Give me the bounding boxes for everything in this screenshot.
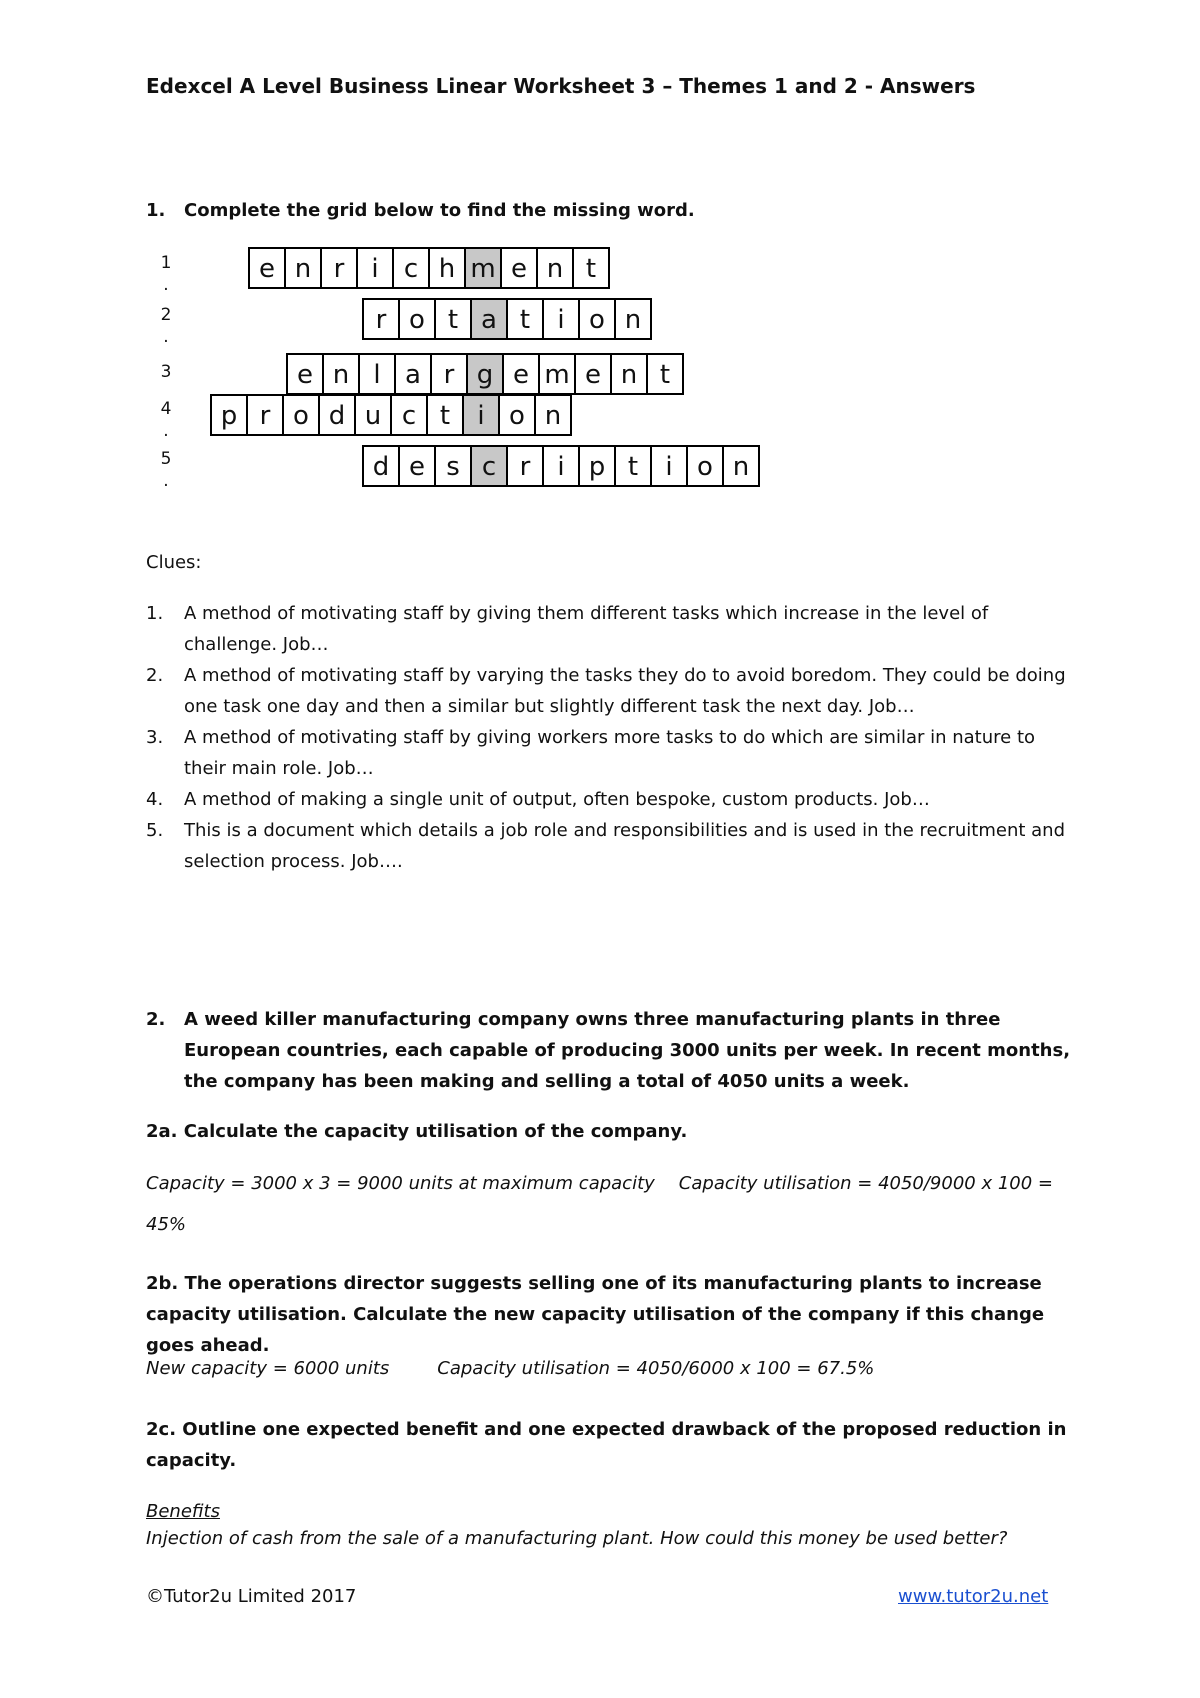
- grid-cell: e: [248, 247, 286, 289]
- grid-cell: o: [578, 298, 616, 340]
- benefits-text: Injection of cash from the sale of a manufacturing plant. How could this money be used better?: [146, 1528, 1008, 1549]
- grid-row-label-4: 4 .: [160, 399, 172, 441]
- grid-cell: n: [534, 394, 572, 436]
- question-2b: 2b. The operations director suggests selling one of its manufacturing plants to increase capacity utilisation. Calculate the new capacity utilisation of the company if this change goes ahead.: [146, 1273, 1045, 1356]
- footer-copyright: ©Tutor2u Limited 2017: [146, 1586, 357, 1607]
- grid-cell: r: [320, 247, 358, 289]
- grid-cell: m: [464, 247, 502, 289]
- grid-row-label-2: 2 .: [160, 305, 172, 347]
- clue-item: [146, 784, 1076, 815]
- grid-cell: r: [506, 445, 544, 487]
- question-number: 2.: [146, 1009, 166, 1030]
- grid-cell: p: [210, 394, 248, 436]
- grid-cell: a: [394, 353, 432, 395]
- clue-number: 5.: [146, 820, 164, 841]
- grid-cell: i: [542, 445, 580, 487]
- footer-link[interactable]: www.tutor2u.net: [898, 1586, 1049, 1607]
- clue-item: [146, 660, 1076, 722]
- question-2: [146, 1004, 1076, 1097]
- grid-cell: r: [246, 394, 284, 436]
- grid-cell: n: [284, 247, 322, 289]
- grid-cell: o: [498, 394, 536, 436]
- grid-cell: n: [722, 445, 760, 487]
- grid-cell: l: [358, 353, 396, 395]
- clue-number: 3.: [146, 727, 164, 748]
- answer-text: Capacity utilisation = 4050/9000 x 100 =: [678, 1173, 1053, 1194]
- answer-text: Capacity utilisation = 4050/6000 x 100 = 67.5%: [437, 1358, 875, 1379]
- grid-cell: t: [646, 353, 684, 395]
- grid-cell: o: [686, 445, 724, 487]
- grid-cell: e: [398, 445, 436, 487]
- grid-cell: t: [572, 247, 610, 289]
- grid-cell: t: [506, 298, 544, 340]
- grid-cell: u: [354, 394, 392, 436]
- grid-cell: e: [286, 353, 324, 395]
- clue-item: [146, 722, 1076, 784]
- clue-number: 1.: [146, 603, 164, 624]
- answer-text: Capacity = 3000 x 3 = 9000 units at maximum capacity: [146, 1173, 655, 1194]
- grid-row-label-5: 5 .: [160, 449, 172, 491]
- benefits-heading: Benefits: [146, 1501, 220, 1522]
- question-number: 1.: [146, 200, 166, 221]
- question-text: Complete the grid below to find the missing word.: [184, 200, 695, 221]
- clue-text: A method of motivating staff by giving workers more tasks to do which are similar in nature to their main role. Job…: [184, 727, 1036, 779]
- grid-row-label-1: 1 .: [160, 253, 172, 295]
- grid-cell: a: [470, 298, 508, 340]
- clue-number: 2.: [146, 665, 164, 686]
- grid-cell: p: [578, 445, 616, 487]
- grid-cell: d: [318, 394, 356, 436]
- grid-cell: m: [538, 353, 576, 395]
- grid-cell: h: [428, 247, 466, 289]
- grid-cell: n: [322, 353, 360, 395]
- clue-text: This is a document which details a job role and responsibilities and is used in the recruitment and selection process. Job….: [184, 820, 1065, 872]
- grid-cell: o: [398, 298, 436, 340]
- grid-cell: t: [426, 394, 464, 436]
- grid-cell: s: [434, 445, 472, 487]
- clue-text: A method of motivating staff by giving them different tasks which increase in the level of challenge. Job…: [184, 603, 989, 655]
- clue-item: [146, 815, 1076, 877]
- grid-cell: e: [574, 353, 612, 395]
- clues-heading: Clues:: [146, 552, 202, 573]
- question-2a: 2a. Calculate the capacity utilisation of the company.: [146, 1121, 688, 1142]
- benefits-section: [146, 1496, 1066, 1558]
- grid-cell: r: [362, 298, 400, 340]
- question-2c: 2c. Outline one expected benefit and one expected drawback of the proposed reduction in capacity.: [146, 1419, 1067, 1471]
- grid-cell: n: [614, 298, 652, 340]
- grid-cell: n: [610, 353, 648, 395]
- grid-cell: g: [466, 353, 504, 395]
- page-title: Edexcel A Level Business Linear Worksheet 3 – Themes 1 and 2 - Answers: [146, 74, 976, 98]
- clue-number: 4.: [146, 789, 164, 810]
- grid-cell: d: [362, 445, 400, 487]
- answer-2a: [146, 1168, 1066, 1240]
- clue-text: A method of making a single unit of output, often bespoke, custom products. Job…: [184, 789, 930, 810]
- grid-cell: c: [470, 445, 508, 487]
- grid-row-label-3: 3: [160, 362, 172, 382]
- grid-cell: t: [614, 445, 652, 487]
- grid-cell: n: [536, 247, 574, 289]
- answer-text: New capacity = 6000 units: [146, 1358, 390, 1379]
- grid-cell: i: [356, 247, 394, 289]
- grid-cell: r: [430, 353, 468, 395]
- grid-cell: c: [392, 247, 430, 289]
- grid-cell: e: [502, 353, 540, 395]
- answer-2b: [146, 1353, 1066, 1384]
- grid-cell: e: [500, 247, 538, 289]
- grid-cell: i: [542, 298, 580, 340]
- clue-text: A method of motivating staff by varying the tasks they do to avoid boredom. They could be doing one task one day and then a similar but slightly different task the next day. Job…: [184, 665, 1066, 717]
- clue-item: [146, 598, 1076, 660]
- grid-cell: t: [434, 298, 472, 340]
- grid-cell: c: [390, 394, 428, 436]
- grid-cell: o: [282, 394, 320, 436]
- crossword-grid: [0, 0, 1200, 520]
- grid-cell: i: [650, 445, 688, 487]
- question-text: A weed killer manufacturing company owns three manufacturing plants in three European countries, each capable of producing 3000 units per week. In recent months, the company has been making and selling a total of 4050 units a week.: [184, 1009, 1071, 1092]
- grid-cell: i: [462, 394, 500, 436]
- answer-text: 45%: [146, 1214, 187, 1235]
